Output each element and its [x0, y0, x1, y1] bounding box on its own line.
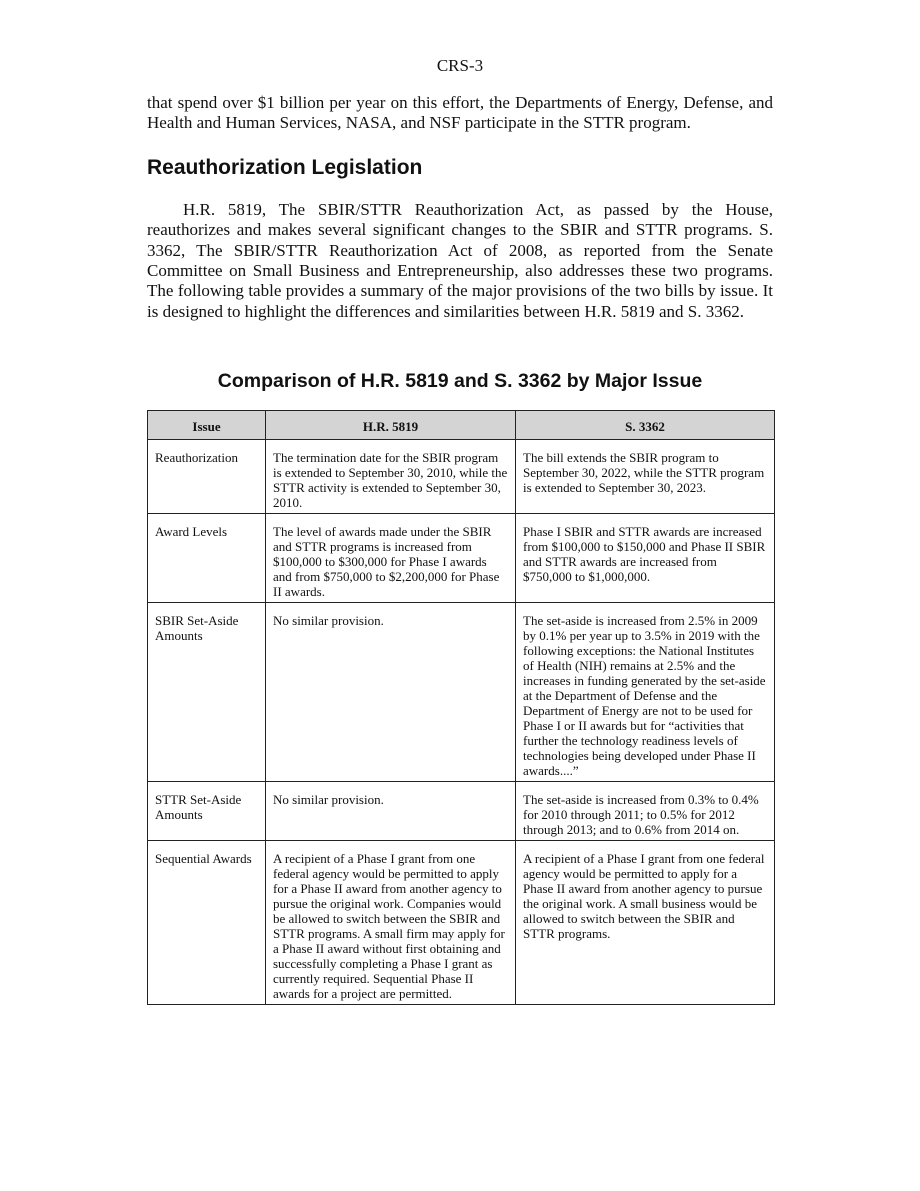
cell-hr-5819: A recipient of a Phase I grant from one federal agency would be permitted to apply for a Phase II award from another agency to pursue the original work. Companies would be allowed to switch between the SBIR and STTR programs. A small firm may apply for a Phase II award without first obtaining and successfully completing a Phase I grant as currently required. Sequential Phase II awards for a project are permitted. — [266, 841, 516, 1005]
cell-s-3362: The set-aside is increased from 2.5% in 2009 by 0.1% per year up to 3.5% in 2019 with the following exceptions: the National Institutes of Health (NIH) remains at 2.5% and the increases in funding generated by the set-aside at the Department of Defense and the Department of Energy are not to be used for Phase I or II awards but for “activities that further the technology readiness levels of technologies being developed under Phase II awards....” — [516, 603, 775, 782]
cell-issue: Sequential Awards — [148, 841, 266, 1005]
table-row — [148, 603, 775, 782]
page-content — [147, 93, 773, 1005]
section-heading: Reauthorization Legislation — [147, 155, 423, 179]
cell-issue: SBIR Set-Aside Amounts — [148, 603, 266, 782]
table-header-row — [148, 411, 775, 440]
section-body-paragraph: H.R. 5819, The SBIR/STTR Reauthorization Act, as passed by the House, reauthorizes and makes several significant changes to the SBIR and STTR programs. S. 3362, The SBIR/STTR Reauthorization Act of 2008, as reported from the Senate Committee on Small Business and Entrepreneurship, also addresses these two programs. The following table provides a summary of the major provisions of the two bills by issue. It is designed to highlight the differences and similarities between H.R. 5819 and S. 3362. — [147, 199, 773, 321]
cell-s-3362: A recipient of a Phase I grant from one federal agency would be permitted to apply for a Phase II award from another agency to pursue the original work. A small business would be allowed to switch between the SBIR and STTR programs. — [516, 841, 775, 1005]
header-hr-5819: H.R. 5819 — [266, 411, 516, 440]
intro-paragraph: that spend over $1 billion per year on this effort, the Departments of Energy, Defense, and Health and Human Services, NASA, and NSF participate in the STTR program. — [147, 93, 773, 133]
comparison-table — [147, 410, 775, 1005]
table-row — [148, 841, 775, 1005]
header-s-3362: S. 3362 — [516, 411, 775, 440]
cell-hr-5819: The level of awards made under the SBIR and STTR programs is increased from $100,000 to $300,000 for Phase I awards and from $750,000 to $2,200,000 for Phase II awards. — [266, 514, 516, 603]
page-number: CRS-3 — [436, 56, 484, 75]
cell-hr-5819: The termination date for the SBIR program is extended to September 30, 2010, while the STTR activity is extended to September 30, 2010. — [266, 440, 516, 514]
cell-issue: STTR Set-Aside Amounts — [148, 782, 266, 841]
cell-hr-5819: No similar provision. — [266, 603, 516, 782]
cell-issue: Reauthorization — [148, 440, 266, 514]
cell-hr-5819: No similar provision. — [266, 782, 516, 841]
cell-s-3362: The bill extends the SBIR program to September 30, 2022, while the STTR program is extended to September 30, 2023. — [516, 440, 775, 514]
header-issue: Issue — [148, 411, 266, 440]
table-title: Comparison of H.R. 5819 and S. 3362 by Major Issue — [217, 370, 703, 393]
table-row — [148, 440, 775, 514]
table-row — [148, 514, 775, 603]
cell-s-3362: The set-aside is increased from 0.3% to 0.4% for 2010 through 2011; to 0.5% for 2012 through 2013; and to 0.6% from 2014 on. — [516, 782, 775, 841]
table-row — [148, 782, 775, 841]
cell-s-3362: Phase I SBIR and STTR awards are increased from $100,000 to $150,000 and Phase II SBIR and STTR awards are increased from $750,000 to $1,000,000. — [516, 514, 775, 603]
cell-issue: Award Levels — [148, 514, 266, 603]
